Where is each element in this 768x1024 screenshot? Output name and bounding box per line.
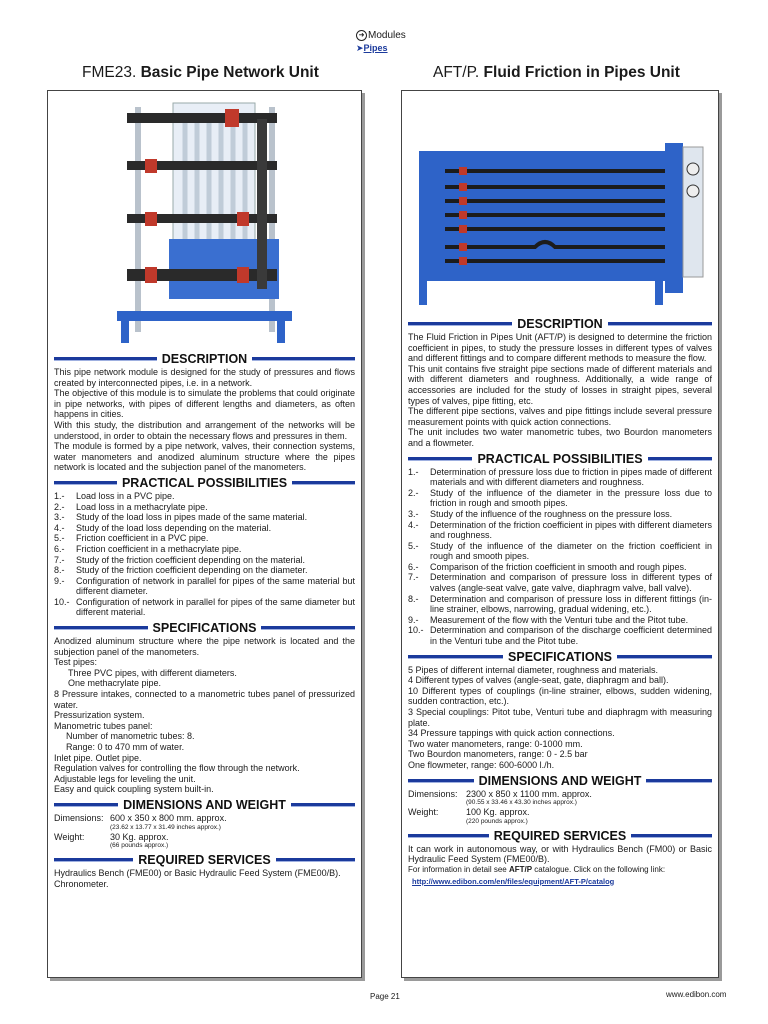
left-desc-p4: The module is formed by a pipe network, valves, their connection systems, water manometers and anodized aluminum structure where the pipes network is located and the subjection panel of the manometers.: [54, 441, 355, 473]
right-title-code: AFT/P.: [433, 64, 480, 81]
left-title-code: FME23.: [82, 64, 137, 81]
catalog-link[interactable]: http://www.edibon.com/en/files/equipment/AFT-P/catalog: [412, 876, 615, 886]
list-item: 4.- Study of the load loss depending on the material.: [54, 522, 272, 533]
spec-line: Test pipes:: [54, 657, 98, 668]
fluid-friction-unit-photo: [415, 139, 705, 309]
left-req-header: REQUIRED SERVICES: [54, 853, 355, 867]
right-weight: Weight: 100 Kg. approx.: [408, 807, 530, 818]
left-practical-header: PRACTICAL POSSIBILITIES: [54, 476, 355, 490]
spec-line: Manometric tubes panel:: [54, 720, 153, 731]
right-title-name: Fluid Friction in Pipes Unit: [483, 64, 680, 81]
right-description: [408, 332, 712, 449]
left-weight: Weight: 30 Kg. approx.: [54, 831, 169, 842]
left-description: [54, 367, 355, 473]
list-item: 9.- Measurement of the flow with the Venturi tube and the Pitot tube.: [408, 614, 689, 625]
spec-line: 34 Pressure tappings with quick action connections.: [408, 728, 615, 739]
right-spec: [408, 665, 712, 771]
left-spec-header: SPECIFICATIONS: [54, 621, 355, 635]
spec-line: 4 Different types of valves (angle-seat, gate, diaphragm and ball).: [408, 675, 669, 686]
list-item: 5.- Study of the influence of the diameter on the friction coefficient in rough and smooth pipes.: [408, 540, 712, 562]
req-line: Hydraulics Bench (FME00) or Basic Hydraulic Feed System (FME00/B).: [54, 868, 341, 879]
left-dim-inches: (23.62 x 13.77 x 31.49 inches approx.): [110, 823, 221, 831]
spec-line: Anodized aluminum structure where the pipe network is located and the subjection panel of the manometers.: [54, 636, 355, 657]
footer-url[interactable]: www.edibon.com: [666, 990, 727, 999]
list-item: 3.- Study of the influence of the roughness on the pressure loss.: [408, 508, 673, 519]
right-req-header: REQUIRED SERVICES: [408, 829, 712, 843]
list-item: 10.- Configuration of network in parallel for pipes of the same diameter but different material.: [54, 596, 355, 618]
modules-label[interactable]: Modules: [368, 30, 406, 41]
right-dim-header: DIMENSIONS AND WEIGHT: [408, 774, 712, 788]
list-item: 2.- Load loss in a methacrylate pipe.: [54, 501, 208, 512]
modules-icon: ➜: [356, 30, 367, 41]
right-spec-header: SPECIFICATIONS: [408, 650, 712, 664]
right-desc-p2: This unit contains five straight pipe sections made of different materials and with different diameters and roughness. Additionally, a wide range of accessories are included for the study of losses in straight pipes, several types of valves, pipe fitting, etc.: [408, 363, 712, 406]
right-practical-header: PRACTICAL POSSIBILITIES: [408, 452, 712, 466]
spec-line: Inlet pipe. Outlet pipe.: [54, 752, 142, 763]
right-desc-p3: The different pipe sections, valves and pipe fittings include several pressure measurement points with quick action connections.: [408, 406, 712, 427]
list-item: 1.- Load loss in a PVC pipe.: [54, 490, 175, 501]
spec-line: Pressurization system.: [54, 710, 145, 721]
right-desc-p1: The Fluid Friction in Pipes Unit (AFT/P) is designed to determine the friction coefficient in pipes, to study the pressure losses in different types of valves and different fittings and to compare different methods to measure the flow.: [408, 332, 712, 364]
list-item: 1.- Determination of pressure loss due to friction in pipes made of different materials and with different diameters and roughness.: [408, 466, 712, 488]
right-req: [408, 844, 712, 887]
list-item: 7.- Determination and comparison of pressure loss in different types of valves (angle-seat valve, gate valve, diaphragm valve, ball valve).: [408, 572, 712, 594]
list-item: 10.- Determination and comparison of the discharge coefficient determined in the Venturi tube and the Pitot tube.: [408, 625, 712, 647]
left-weight-pounds: (66 pounds approx.): [110, 842, 169, 850]
spec-line: 3 Special couplings: Pitot tube, Venturi tube and diaphragm with measuring plate.: [408, 707, 712, 728]
spec-line: Adjustable legs for leveling the unit.: [54, 773, 196, 784]
list-item: 2.- Study of the influence of the diameter in the pressure loss due to friction in rough and smooth pipes.: [408, 487, 712, 509]
list-item: 3.- Study of the load loss in pipes made of the same material.: [54, 512, 308, 523]
spec-line: 8 Pressure intakes, connected to a manometric tubes panel of pressurized water.: [54, 689, 355, 710]
spec-line: Two Bourdon manometers, range: 0 - 2.5 bar: [408, 749, 588, 760]
top-nav: [356, 29, 406, 55]
spec-line: Two water manometers, range: 0-1000 mm.: [408, 738, 583, 749]
list-item: 6.- Friction coefficient in a methacrylate pipe.: [54, 543, 242, 554]
list-item: 9.- Configuration of network in parallel for pipes of the same material but different diameter.: [54, 575, 355, 597]
pipes-link[interactable]: Pipes: [363, 43, 388, 53]
right-dimensions: Dimensions: 2300 x 850 x 1100 mm. approx.: [408, 788, 592, 799]
right-column: [401, 90, 719, 978]
left-desc-p1: This pipe network module is designed for the study of pressures and flows created by interconnected pipes, i.e. in a network.: [54, 367, 355, 388]
spec-line: Three PVC pipes, with different diameters.: [68, 667, 237, 678]
left-desc-p2: The objective of this module is to simulate the problems that could originate in pipe networks, with pipes of different lengths and diameters, as often happens in cities.: [54, 388, 355, 420]
left-description-header: DESCRIPTION: [54, 352, 355, 366]
spec-line: One flowmeter, range: 600-6000 l./h.: [408, 759, 555, 770]
right-practical-list: [408, 467, 712, 647]
pipe-network-unit-photo: [117, 99, 292, 349]
spec-line: Range: 0 to 470 mm of water.: [66, 742, 185, 752]
list-item: 8.- Study of the friction coefficient depending on the diameter.: [54, 565, 308, 576]
spec-line: Number of manometric tubes: 8.: [66, 731, 195, 742]
spec-line: 10 Different types of couplings (in-line strainer, elbows, sudden widening, sudden contraction, etc.).: [408, 685, 712, 707]
right-description-header: DESCRIPTION: [408, 317, 712, 331]
spec-line: Regulation valves for controlling the flow through the network.: [54, 763, 300, 774]
left-req: [54, 868, 355, 889]
left-dimensions: Dimensions: 600 x 350 x 800 mm. approx.: [54, 812, 227, 823]
list-item: 7.- Study of the friction coefficient depending on the material.: [54, 554, 305, 565]
left-column: [47, 90, 362, 978]
left-title-name: Basic Pipe Network Unit: [140, 64, 319, 81]
req-line: It can work in autonomous way, or with Hydraulics Bench (FM00) or Basic Hydraulic Feed System (FME00/B).: [408, 843, 712, 865]
spec-line: 5 Pipes of different internal diameter, roughness and materials.: [408, 664, 658, 675]
right-title: [433, 64, 680, 82]
req-line: Chronometer.: [54, 878, 109, 889]
right-dim-inches: (90.55 x 33.46 x 43.30 inches approx.): [466, 799, 577, 807]
right-desc-p4: The unit includes two water manometric tubes, two Bourdon manometers and a flowmeter.: [408, 427, 712, 448]
arrow-right-icon: ➤: [356, 43, 364, 53]
list-item: 5.- Friction coefficient in a PVC pipe.: [54, 533, 209, 544]
spec-line: One methacrylate pipe.: [68, 678, 162, 689]
left-dim-header: DIMENSIONS AND WEIGHT: [54, 798, 355, 812]
list-item: 4.- Determination of the friction coefficient in pipes with different diameters and roughness.: [408, 519, 712, 541]
left-spec: [54, 636, 355, 795]
list-item: 6.- Comparison of the friction coefficient in smooth and rough pipes.: [408, 561, 687, 572]
page-number: Page 21: [370, 992, 400, 1001]
req-line-2: For information in detail see AFT/P catalogue. Click on the following link:: [408, 864, 666, 874]
list-item: 8.- Determination and comparison of pressure loss in different fittings (in-line strainer, elbows, narrowing, gradual widening, etc.).: [408, 593, 712, 615]
left-title: [82, 64, 319, 82]
spec-line: Easy and quick coupling system built-in.: [54, 784, 214, 795]
left-practical-list: [54, 491, 355, 618]
right-weight-pounds: (220 pounds approx.): [466, 817, 528, 825]
left-desc-p3: With this study, the distribution and arrangement of the networks will be understood, in order to obtain the necessary flows and pressures in them.: [54, 419, 355, 441]
